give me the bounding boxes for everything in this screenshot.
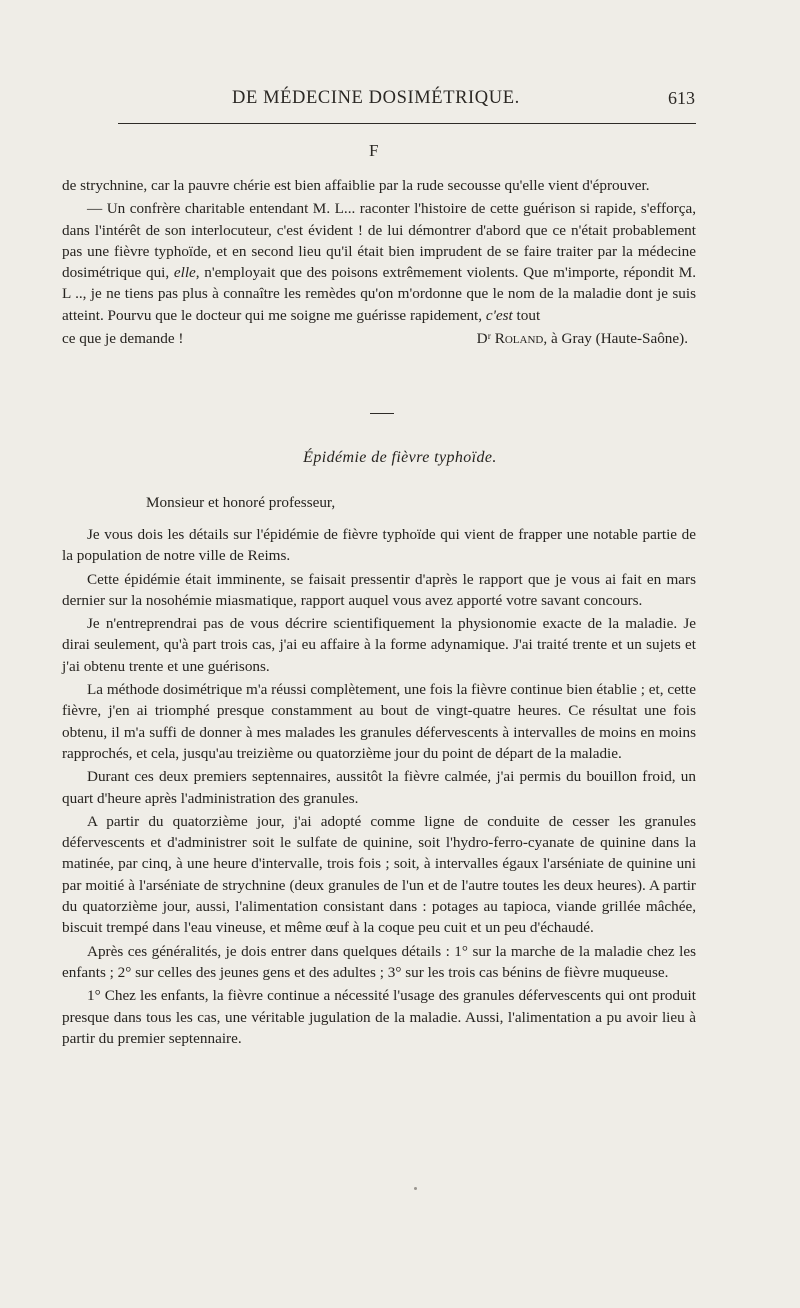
letter-signature: Dʳ Roland, à Gray (Haute-Saône). <box>476 330 688 348</box>
paragraph: de strychnine, car la pauvre chérie est bien affaiblie par la rude secousse qu'elle vient d'éprouver. <box>62 177 650 194</box>
paper-speck <box>414 1187 417 1190</box>
letter-body <box>62 524 696 1051</box>
emphasis: elle <box>173 264 196 282</box>
paragraph: Durant ces deux premiers septennaires, aussitôt la fièvre calmée, j'ai permis du bouillon froid, un quart d'heure après l'administration des granules. <box>62 768 696 807</box>
emphasis: c'est <box>485 306 513 324</box>
continued-letter <box>62 175 696 349</box>
paragraph: 1° Chez les enfants, la fièvre continue a nécessité l'usage des granules défervescents qui ont produit presque dans tous les cas, une véritable jugulation de la maladie. Aussi, l'alimentation a pu avoir lieu à partir du premier septennaire. <box>62 987 696 1047</box>
closing-line <box>62 328 696 349</box>
paragraph: — Un confrère charitable entendant M. L... raconter l'histoire de cette guérison si rapide, s'efforça, dans l'intérêt de son interlocuteur, c'est évident ! de lui démontrer d'abord que ce n'était probablement pas une fièvre typhoïde, et en second lieu qu'il était bien imprudent de se faire traiter par la médecine dosimétrique qui, elle, n'employait que des poisons extrêmement violents. Que m'importe, répondit M. L .., je ne tiens pas plus à connaître les remèdes qu'on m'ordonne que le nom de la maladie dont je suis atteint. Pourvu que le docteur qui me soigne me guérisse rapidement, c'est tout <box>62 200 696 324</box>
paragraph: A partir du quatorzième jour, j'ai adopté comme ligne de conduite de cesser les granules défervescents et d'administrer soit le sulfate de quinine, soit l'hydro-ferro-cyanate de quinine dans la matinée, par cinq, à une heure d'intervalle, trois fois ; soit, à intervalles égaux l'arséniate de quinine uni par moitié à l'arséniate de strychnine (deux granules de l'un et de l'autre toutes les deux heures). A partir du quatorzième jour, aussi, l'alimentation consistant dans : potages au tapioca, viande grillée mâchée, biscuit trempé dans l'eau vineuse, et même œuf à la coque peu cuit et un peu d'échaudé. <box>62 812 696 937</box>
paragraph: Cette épidémie était imminente, se faisait pressentir d'après le rapport que je vous ai fait en mars dernier sur la nosohémie miasmatique, rapport auquel vous avez apporté votre savant concours. <box>62 570 696 609</box>
paragraph: La méthode dosimétrique m'a réussi complètement, une fois la fièvre continue bien établie ; et, cette fièvre, j'en ai triomphé presque constamment au bout de vingt-quatre heures. Ce résultat une fois obtenu, il m'a suffi de donner à mes malades les granules défervescents à intervalles de moins en moins rapprochés, et cela, jusqu'au treizième ou quatorzième jour du point de départ de la maladie. <box>62 681 696 762</box>
running-title: DE MÉDECINE DOSIMÉTRIQUE. <box>232 88 520 108</box>
salutation: Monsieur et honoré professeur, <box>146 494 336 511</box>
closing-text: ce que je demande ! <box>62 330 184 348</box>
header-rule <box>118 123 696 124</box>
paragraph: Je vous dois les détails sur l'épidémie de fièvre typhoïde qui vient de frapper une notable partie de la population de notre ville de Reims. <box>62 526 696 565</box>
section-title: Épidémie de fièvre typhoïde. <box>303 449 497 466</box>
paragraph: Après ces généralités, je dois entrer dans quelques détails : 1° sur la marche de la maladie chez les enfants ; 2° sur celles des jeunes gens et des adultes ; 3° sur les trois cas bénins de fièvre muqueuse. <box>62 942 696 981</box>
section-separator <box>370 413 394 414</box>
paragraph: Je n'entreprendrai pas de vous décrire scientifiquement la physionomie exacte de la maladie. Je dirai seulement, qu'à part trois cas, j'ai eu affaire à la forme adynamique. J'ai traité trente et un sujets et j'ai obtenu trente et une guérisons. <box>62 615 696 675</box>
signature-mark: F <box>369 141 379 160</box>
page-number: 613 <box>668 88 695 108</box>
